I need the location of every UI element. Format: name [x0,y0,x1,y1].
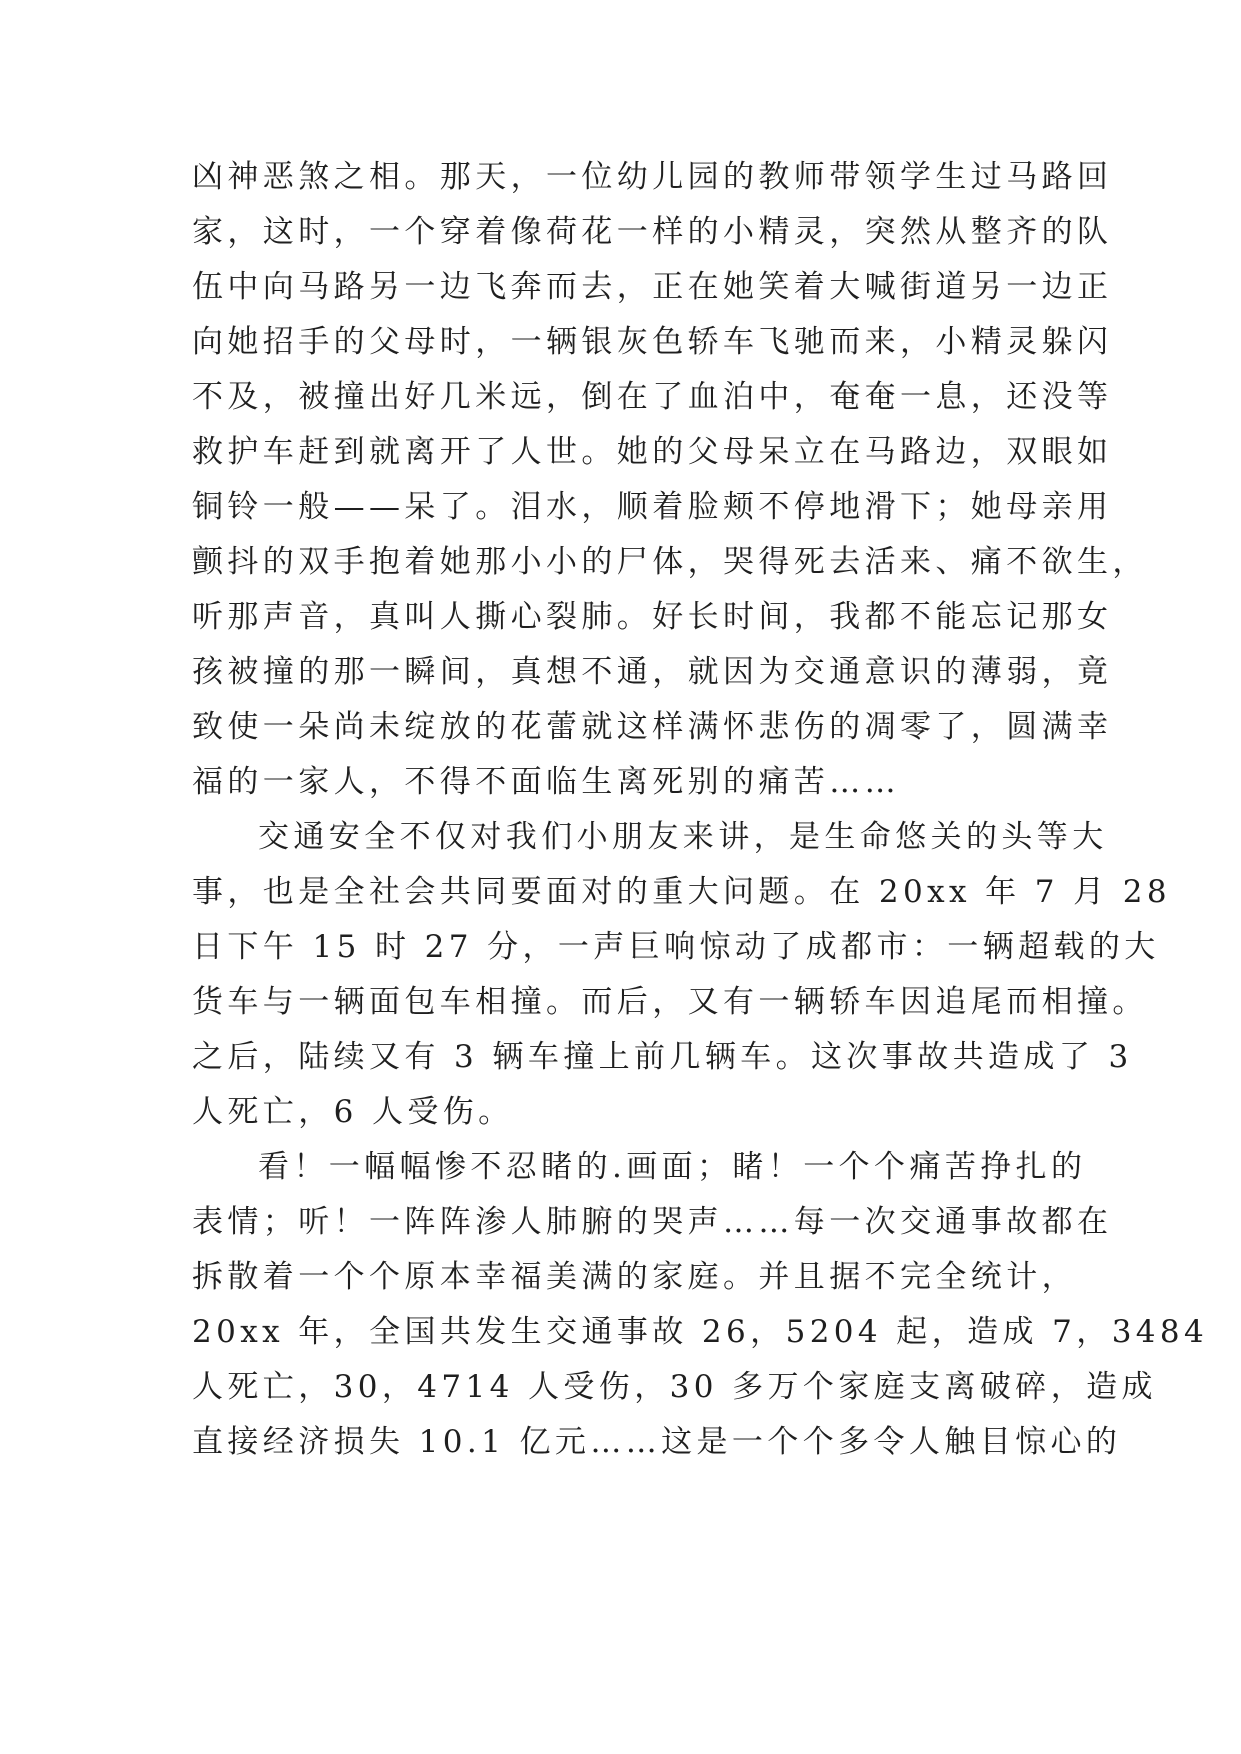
text-line: 凶神恶煞之相。那天，一位幼儿园的教师带领学生过马路回 [192,159,1113,195]
text-line: 听那声音，真叫人撕心裂肺。好长时间，我都不能忘记那女 [192,599,1113,635]
text-line: 救护车赶到就离开了人世。她的父母呆立在马路边，双眼如 [192,434,1113,470]
text-line: 伍中向马路另一边飞奔而去，正在她笑着大喊街道另一边正 [192,269,1113,305]
text-line: 20xx 年，全国共发生交通事故 26，5204 起，造成 7，3484 [192,1314,1209,1350]
text-line: 事，也是全社会共同要面对的重大问题。在 20xx 年 7 月 28 [192,874,1172,910]
text-line: 拆散着一个个原本幸福美满的家庭。并且据不完全统计， [192,1259,1077,1295]
text-line: 向她招手的父母时，一辆银灰色轿车飞驰而来，小精灵躲闪 [192,324,1113,360]
text-line: 不及，被撞出好几米远，倒在了血泊中，奄奄一息，还没等 [192,379,1113,415]
paragraph-start-line: 交通安全不仅对我们小朋友来讲，是生命悠关的头等大 [258,819,1108,855]
text-line: 日下午 15 时 27 分，一声巨响惊动了成都市：一辆超载的大 [192,929,1160,965]
text-line: 福的一家人，不得不面临生离死别的痛苦…… [192,764,900,800]
text-line: 货车与一辆面包车相撞。而后，又有一辆轿车因追尾而相撞。 [192,984,1148,1020]
text-line: 之后，陆续又有 3 辆车撞上前几辆车。这次事故共造成了 3 [192,1039,1133,1075]
document-body [192,150,1209,1470]
text-line: 铜铃一般——呆了。泪水，顺着脸颊不停地滑下；她母亲用 [192,489,1113,525]
text-line: 人死亡，6 人受伤。 [192,1094,514,1130]
text-line: 表情；听！一阵阵渗人肺腑的哭声……每一次交通事故都在 [192,1204,1113,1240]
text-line: 家，这时，一个穿着像荷花一样的小精灵，突然从整齐的队 [192,214,1113,250]
text-line: 人死亡，30，4714 人受伤，30 多万个家庭支离破碎，造成 [192,1369,1157,1405]
text-line: 颤抖的双手抱着她那小小的尸体，哭得死去活来、痛不欲生， [192,544,1148,580]
text-line: 直接经济损失 10.1 亿元……这是一个个多令人触目惊心的 [192,1424,1122,1460]
text-line: 致使一朵尚未绽放的花蕾就这样满怀悲伤的凋零了，圆满幸 [192,709,1113,745]
text-line: 孩被撞的那一瞬间，真想不通，就因为交通意识的薄弱，竟 [192,654,1113,690]
paragraph-start-line: 看！一幅幅惨不忍睹的.画面；睹！一个个痛苦挣扎的 [258,1149,1087,1185]
